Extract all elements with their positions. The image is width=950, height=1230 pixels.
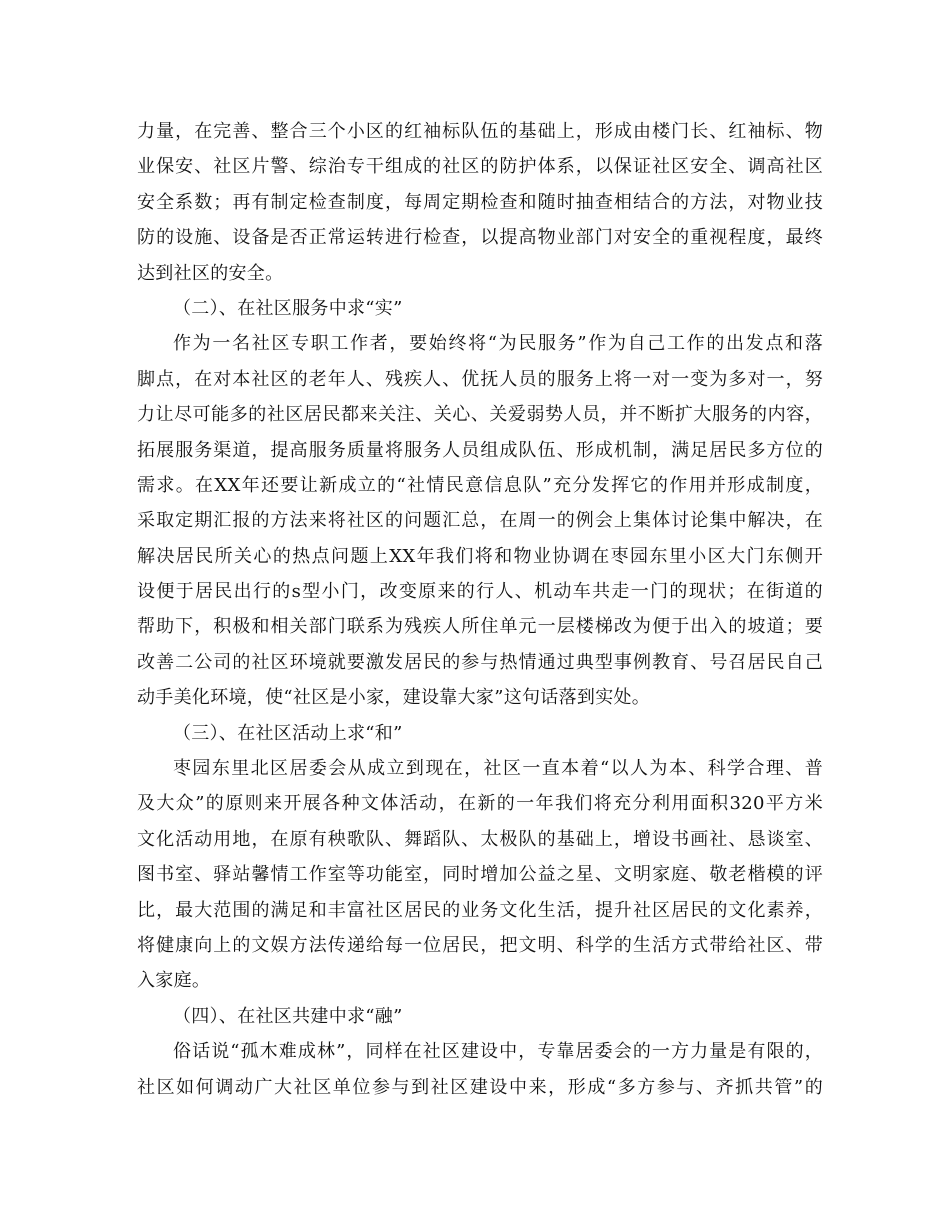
paragraph-line: 达到社区的安全。: [137, 262, 284, 284]
paragraph-line: 设便于居民出行的s型小门，改变原来的行人、机动车共走一门的现状；在街道的: [137, 581, 823, 603]
paragraph-line: 文化活动用地，在原有秧歌队、舞蹈队、太极队的基础上，增设书画社、恳谈室、: [137, 828, 823, 850]
paragraph-line: 社区如何调动广大社区单位参与到社区建设中来，形成“多方参与、齐抓共管”的: [137, 1076, 823, 1098]
paragraph-line: 作为一名社区专职工作者，要始终将“为民服务”作为自己工作的出发点和落: [173, 333, 823, 355]
paragraph-line: 将健康向上的文娱方法传递给每一位居民，把文明、科学的生活方式带给社区、带: [137, 934, 823, 956]
paragraph-line: 俗话说“孤木难成林”，同样在社区建设中，专靠居委会的一方力量是有限的，: [173, 1041, 823, 1063]
section-heading: （三）、在社区活动上求“和”: [173, 722, 403, 744]
paragraph-line: 解决居民所关心的热点问题上XX年我们将和物业协调在枣园东里小区大门东侧开: [137, 545, 823, 567]
paragraph-line: 动手美化环境，使“社区是小家，建设靠大家”这句话落到实处。: [137, 687, 651, 709]
paragraph-line: 入家庭。: [137, 970, 211, 992]
paragraph-line: 力让尽可能多的社区居民都来关注、关心、关爱弱势人员，并不断扩大服务的内容，: [137, 404, 823, 426]
paragraph-line: 拓展服务渠道，提高服务质量将服务人员组成队伍、形成机制，满足居民多方位的: [137, 439, 823, 461]
paragraph-line: 业保安、社区片警、综治专干组成的社区的防护体系，以保证社区安全、调高社区: [137, 156, 823, 178]
paragraph-line: 帮助下，积极和相关部门联系为残疾人所住单元一层楼梯改为便于出入的坡道；要: [137, 616, 823, 638]
paragraph-line: 力量，在完善、整合三个小区的红袖标队伍的基础上，形成由楼门长、红袖标、物: [137, 121, 823, 142]
section-heading: （四）、在社区共建中求“融”: [173, 1005, 403, 1027]
paragraph-line: 脚点，在对本社区的老年人、残疾人、优抚人员的服务上将一对一变为多对一，努: [137, 368, 823, 390]
paragraph-line: 比，最大范围的满足和丰富社区居民的业务文化生活，提升社区居民的文化素养，: [137, 899, 823, 921]
paragraph-line: 枣园东里北区居委会从成立到现在，社区一直本着“以人为本、科学合理、普: [173, 758, 823, 780]
paragraph-line: 及大众”的原则来开展各种文体活动，在新的一年我们将充分利用面积320平方米: [137, 793, 823, 815]
document-body: [137, 114, 823, 1105]
paragraph-line: 采取定期汇报的方法来将社区的问题汇总，在周一的例会上集体讨论集中解决，在: [137, 510, 823, 532]
paragraph-line: 改善二公司的社区环境就要激发居民的参与热情通过典型事例教育、号召居民自己: [137, 651, 823, 673]
section-heading: （二）、在社区服务中求“实”: [173, 297, 403, 319]
paragraph-line: 需求。在XX年还要让新成立的“社情民意信息队”充分发挥它的作用并形成制度，: [137, 474, 823, 496]
paragraph-line: 防的设施、设备是否正常运转进行检查，以提高物业部门对安全的重视程度，最终: [137, 227, 823, 249]
paragraph-line: 安全系数；再有制定检查制度，每周定期检查和随时抽查相结合的方法，对物业技: [137, 191, 823, 213]
paragraph-line: 图书室、驿站馨情工作室等功能室，同时增加公益之星、文明家庭、敬老楷模的评: [137, 864, 823, 886]
